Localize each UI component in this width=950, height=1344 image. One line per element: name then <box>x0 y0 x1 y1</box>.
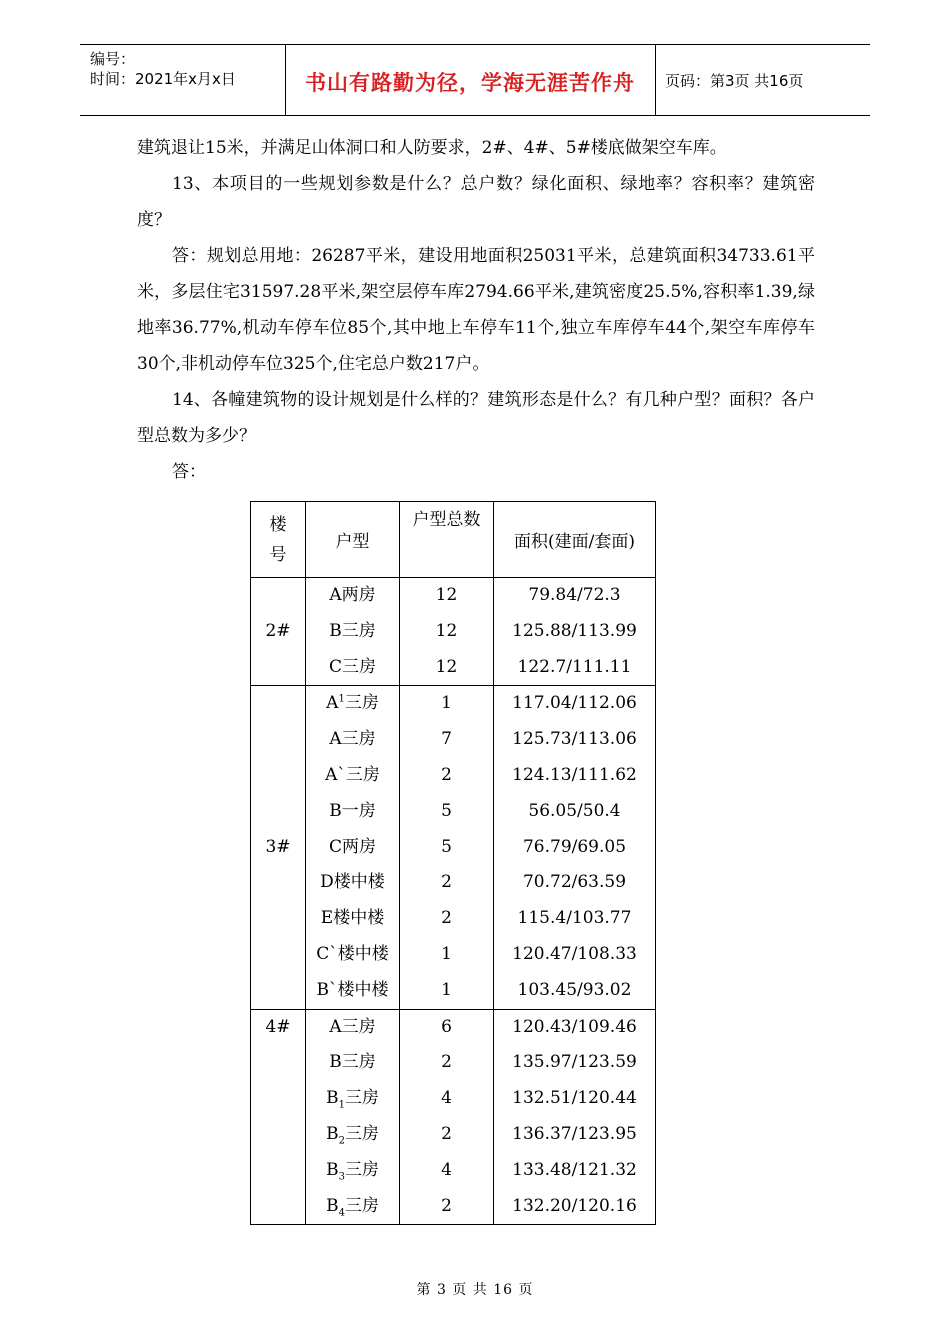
count-cell: 5 <box>400 830 494 866</box>
count-cell: 2 <box>400 865 494 901</box>
area-cell: 117.04/112.06 <box>494 686 656 722</box>
count-cell: 2 <box>400 1045 494 1081</box>
count-cell: 4 <box>400 1153 494 1189</box>
type-cell: A`三房 <box>306 758 400 794</box>
count-cell: 2 <box>400 1117 494 1153</box>
type-cell: $B_2$三房 <box>306 1117 400 1153</box>
count-cell: 4 <box>400 1081 494 1117</box>
type-cell: B三房 <box>306 1045 400 1081</box>
header-building: 楼号 <box>251 502 306 578</box>
table-row <box>251 1045 656 1081</box>
count-cell: 6 <box>400 1009 494 1045</box>
count-cell: 2 <box>400 758 494 794</box>
type-cell: $A^1$三房 <box>306 686 400 722</box>
page-header <box>80 44 870 116</box>
building-group-2 <box>251 578 656 686</box>
table-row <box>251 1153 656 1189</box>
table-row <box>251 794 656 830</box>
area-cell: 76.79/69.05 <box>494 830 656 866</box>
area-cell: 136.37/123.95 <box>494 1117 656 1153</box>
type-cell: $B_4$三房 <box>306 1189 400 1225</box>
paragraph-continuation: 建筑退让15米，并满足山体洞口和人防要求，2#、4#、5#楼底做架空车库。 <box>137 138 727 158</box>
table-row <box>251 830 656 866</box>
body-text <box>137 130 815 490</box>
area-cell: 103.45/93.02 <box>494 973 656 1009</box>
area-cell: 125.88/113.99 <box>494 614 656 650</box>
page-footer: 第 3 页 共 16 页 <box>416 1282 534 1298</box>
building-group-4 <box>251 1009 656 1225</box>
time-label: 时间：2021年x月x日 <box>90 70 236 88</box>
table-row <box>251 578 656 614</box>
count-cell: 2 <box>400 901 494 937</box>
header-divider <box>655 45 656 115</box>
header-area: 面积(建面/套面) <box>494 502 656 578</box>
header-motto: 书山有路勤为径，学海无涯苦作舟 <box>305 71 635 95</box>
count-cell: 1 <box>400 973 494 1009</box>
header-meta <box>90 49 236 89</box>
building-cell: 4# <box>251 1009 306 1225</box>
type-cell: C两房 <box>306 830 400 866</box>
building-group-3 <box>251 686 656 1009</box>
answer-13: 答：规划总用地：26287平米，建设用地面积25031平米，总建筑面积34733.61平米，多层住宅31597.28平米,架空层停车库2794.66平米,建筑密度25.5%,容积率1.39,绿地率36.77%,机动车停车位85个,其中地上车停车11个,独立车库停车44个,架空车库停车30个,非机动停车位325个,住宅总户数217户。 <box>137 246 815 374</box>
area-cell: 115.4/103.77 <box>494 901 656 937</box>
type-cell: E楼中楼 <box>306 901 400 937</box>
question-14: 14、各幢建筑物的设计规划是什么样的？建筑形态是什么？有几种户型？面积？各户型总数为多少？ <box>137 390 815 446</box>
serial-label: 编号： <box>90 50 136 68</box>
type-cell: $B_1$三房 <box>306 1081 400 1117</box>
table-row <box>251 937 656 973</box>
building-cell: 2# <box>251 578 306 686</box>
area-cell: 132.20/120.16 <box>494 1189 656 1225</box>
answer-14-label: 答： <box>172 462 206 482</box>
question-13: 13、本项目的一些规划参数是什么？总户数？绿化面积、绿地率？容积率？建筑密度？ <box>137 174 815 230</box>
count-cell: 12 <box>400 650 494 686</box>
count-cell: 7 <box>400 722 494 758</box>
table-row <box>251 686 656 722</box>
area-cell: 125.73/113.06 <box>494 722 656 758</box>
type-cell: B三房 <box>306 614 400 650</box>
area-cell: 56.05/50.4 <box>494 794 656 830</box>
area-cell: 70.72/63.59 <box>494 865 656 901</box>
table-row <box>251 758 656 794</box>
area-cell: 135.97/123.59 <box>494 1045 656 1081</box>
type-cell: A三房 <box>306 722 400 758</box>
count-cell: 1 <box>400 937 494 973</box>
type-cell: $B_3$三房 <box>306 1153 400 1189</box>
table-row <box>251 1189 656 1225</box>
count-cell: 1 <box>400 686 494 722</box>
type-cell: D楼中楼 <box>306 865 400 901</box>
table-row <box>251 865 656 901</box>
table-row <box>251 1117 656 1153</box>
header-page-label: 页码：第3页 共16页 <box>665 72 804 90</box>
table-row <box>251 1081 656 1117</box>
unit-type-table <box>250 501 656 1225</box>
table-row <box>251 614 656 650</box>
type-cell: C`楼中楼 <box>306 937 400 973</box>
count-cell: 12 <box>400 614 494 650</box>
table-row <box>251 1009 656 1045</box>
type-cell: A三房 <box>306 1009 400 1045</box>
table-row <box>251 973 656 1009</box>
header-type: 户型 <box>306 502 400 578</box>
area-cell: 79.84/72.3 <box>494 578 656 614</box>
area-cell: 120.43/109.46 <box>494 1009 656 1045</box>
count-cell: 5 <box>400 794 494 830</box>
area-cell: 132.51/120.44 <box>494 1081 656 1117</box>
type-cell: C三房 <box>306 650 400 686</box>
building-cell: 3# <box>251 686 306 1009</box>
area-cell: 122.7/111.11 <box>494 650 656 686</box>
type-cell: B一房 <box>306 794 400 830</box>
table-row <box>251 901 656 937</box>
count-cell: 2 <box>400 1189 494 1225</box>
type-cell: B`楼中楼 <box>306 973 400 1009</box>
table-row <box>251 722 656 758</box>
count-cell: 12 <box>400 578 494 614</box>
table-header-row <box>251 502 656 578</box>
table-row <box>251 650 656 686</box>
area-cell: 133.48/121.32 <box>494 1153 656 1189</box>
area-cell: 124.13/111.62 <box>494 758 656 794</box>
header-count: 户型总数 <box>400 502 494 578</box>
area-cell: 120.47/108.33 <box>494 937 656 973</box>
type-cell: A两房 <box>306 578 400 614</box>
